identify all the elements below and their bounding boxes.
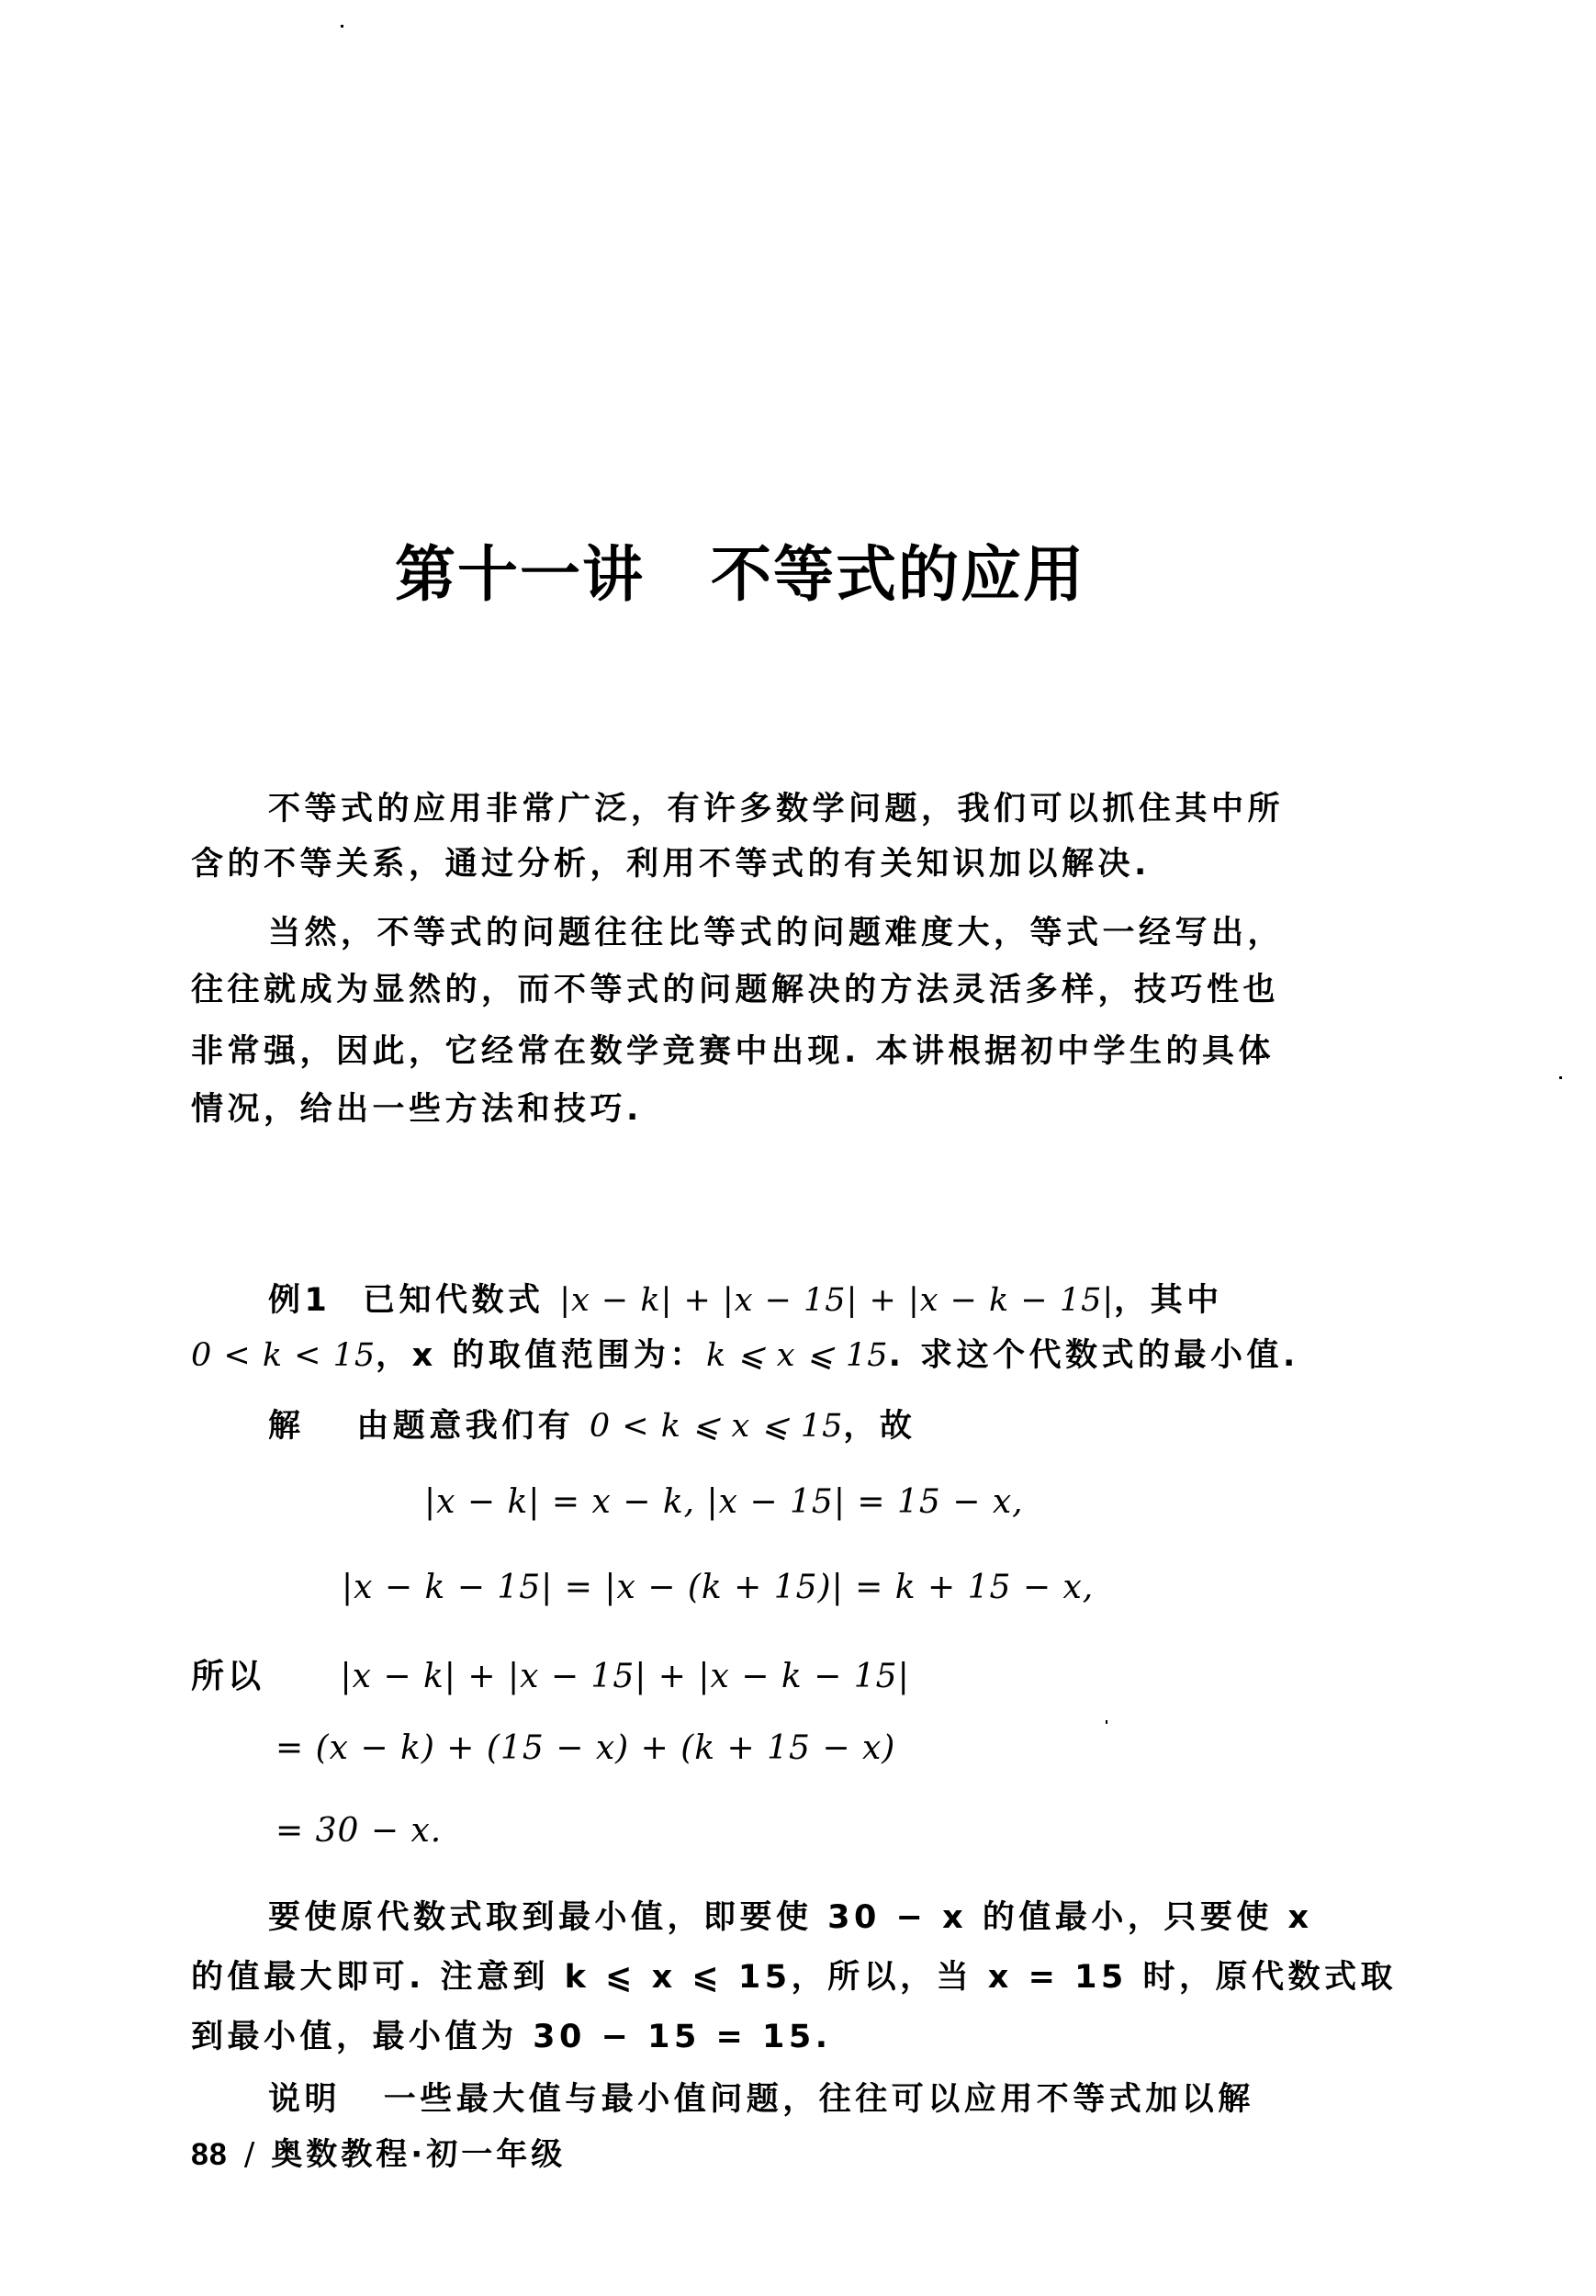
solution-label: 解 <box>268 1408 305 1445</box>
math-expression: k ⩽ x ⩽ 15 <box>705 1337 889 1374</box>
solution-line <box>268 1401 916 1446</box>
intro-p2-line1: 当然，不等式的问题往往比等式的问题难度大，等式一经写出， <box>268 915 1285 951</box>
example-text: ，x 的取值范围为： <box>376 1337 706 1374</box>
math-expression: |x − k| + |x − 15| + |x − k − 15| <box>559 1282 1115 1319</box>
conclusion-line1: 要使原代数式取到最小值，即要使 30 − x 的值最小，只要使 x <box>268 1899 1313 1936</box>
solution-text: ，故 <box>843 1408 916 1445</box>
intro-p2-line4: 情况，给出一些方法和技巧. <box>191 1091 643 1128</box>
conclusion-line2: 的值最大即可. 注意到 k ⩽ x ⩽ 15，所以，当 x = 15 时，原代数式取 <box>191 1959 1397 1996</box>
solution-text: 由题意我们有 <box>356 1408 575 1445</box>
intro-p1-line1: 不等式的应用非常广泛，有许多数学问题，我们可以抓住其中所 <box>268 791 1285 827</box>
footer-separator: / <box>243 2136 255 2173</box>
book-title: 奥数教程·初一年级 <box>271 2136 567 2173</box>
example-text: 已知代数式 <box>363 1282 545 1319</box>
chapter-subtitle: 不等式的应用 <box>711 539 1085 610</box>
page-number: 88 <box>191 2137 228 2172</box>
equation-5: = 30 − x. <box>275 1812 443 1850</box>
math-expression: 0 < k < 15 <box>191 1337 377 1374</box>
chapter-title <box>395 525 1085 613</box>
example-text: ，其中 <box>1114 1282 1223 1319</box>
equation-1: |x − k| = x − k, |x − 15| = 15 − x, <box>424 1483 1024 1521</box>
intro-p2-line2: 往往就成为显然的，而不等式的问题解决的方法灵活多样，技巧性也 <box>191 972 1280 1008</box>
scan-speck <box>1106 1720 1107 1724</box>
scan-speck <box>1559 1076 1562 1079</box>
note-label: 说明 <box>268 2081 342 2118</box>
chapter-number: 第十一讲 <box>395 539 645 610</box>
example1-line1 <box>268 1275 1223 1321</box>
note-text: 一些最大值与最小值问题，往往可以应用不等式加以解 <box>383 2081 1254 2118</box>
equation-3-row <box>191 1650 910 1697</box>
intro-p1-line2: 含的不等关系，通过分析，利用不等式的有关知识加以解决. <box>191 846 1151 883</box>
equation-2: |x − k − 15| = |x − (k + 15)| = k + 15 − x, <box>342 1569 1095 1606</box>
intro-p2-line3: 非常强，因此，它经常在数学竞赛中出现. 本讲根据初中学生的具体 <box>191 1033 1275 1070</box>
example-label: 例1 <box>268 1282 332 1319</box>
example-text: . 求这个代数式的最小值. <box>888 1337 1299 1374</box>
equation-4: = (x − k) + (15 − x) + (k + 15 − x) <box>275 1729 896 1767</box>
equation-3: |x − k| + |x − 15| + |x − k − 15| <box>340 1658 910 1695</box>
math-expression: 0 < k ⩽ x ⩽ 15 <box>589 1408 844 1445</box>
conclusion-line3: 到最小值，最小值为 30 − 15 = 15. <box>191 2019 832 2055</box>
page-footer <box>191 2129 566 2174</box>
note-line <box>268 2074 1254 2120</box>
so-label: 所以 <box>191 1658 265 1695</box>
example1-line2 <box>191 1330 1299 1376</box>
scan-speck <box>341 25 343 28</box>
